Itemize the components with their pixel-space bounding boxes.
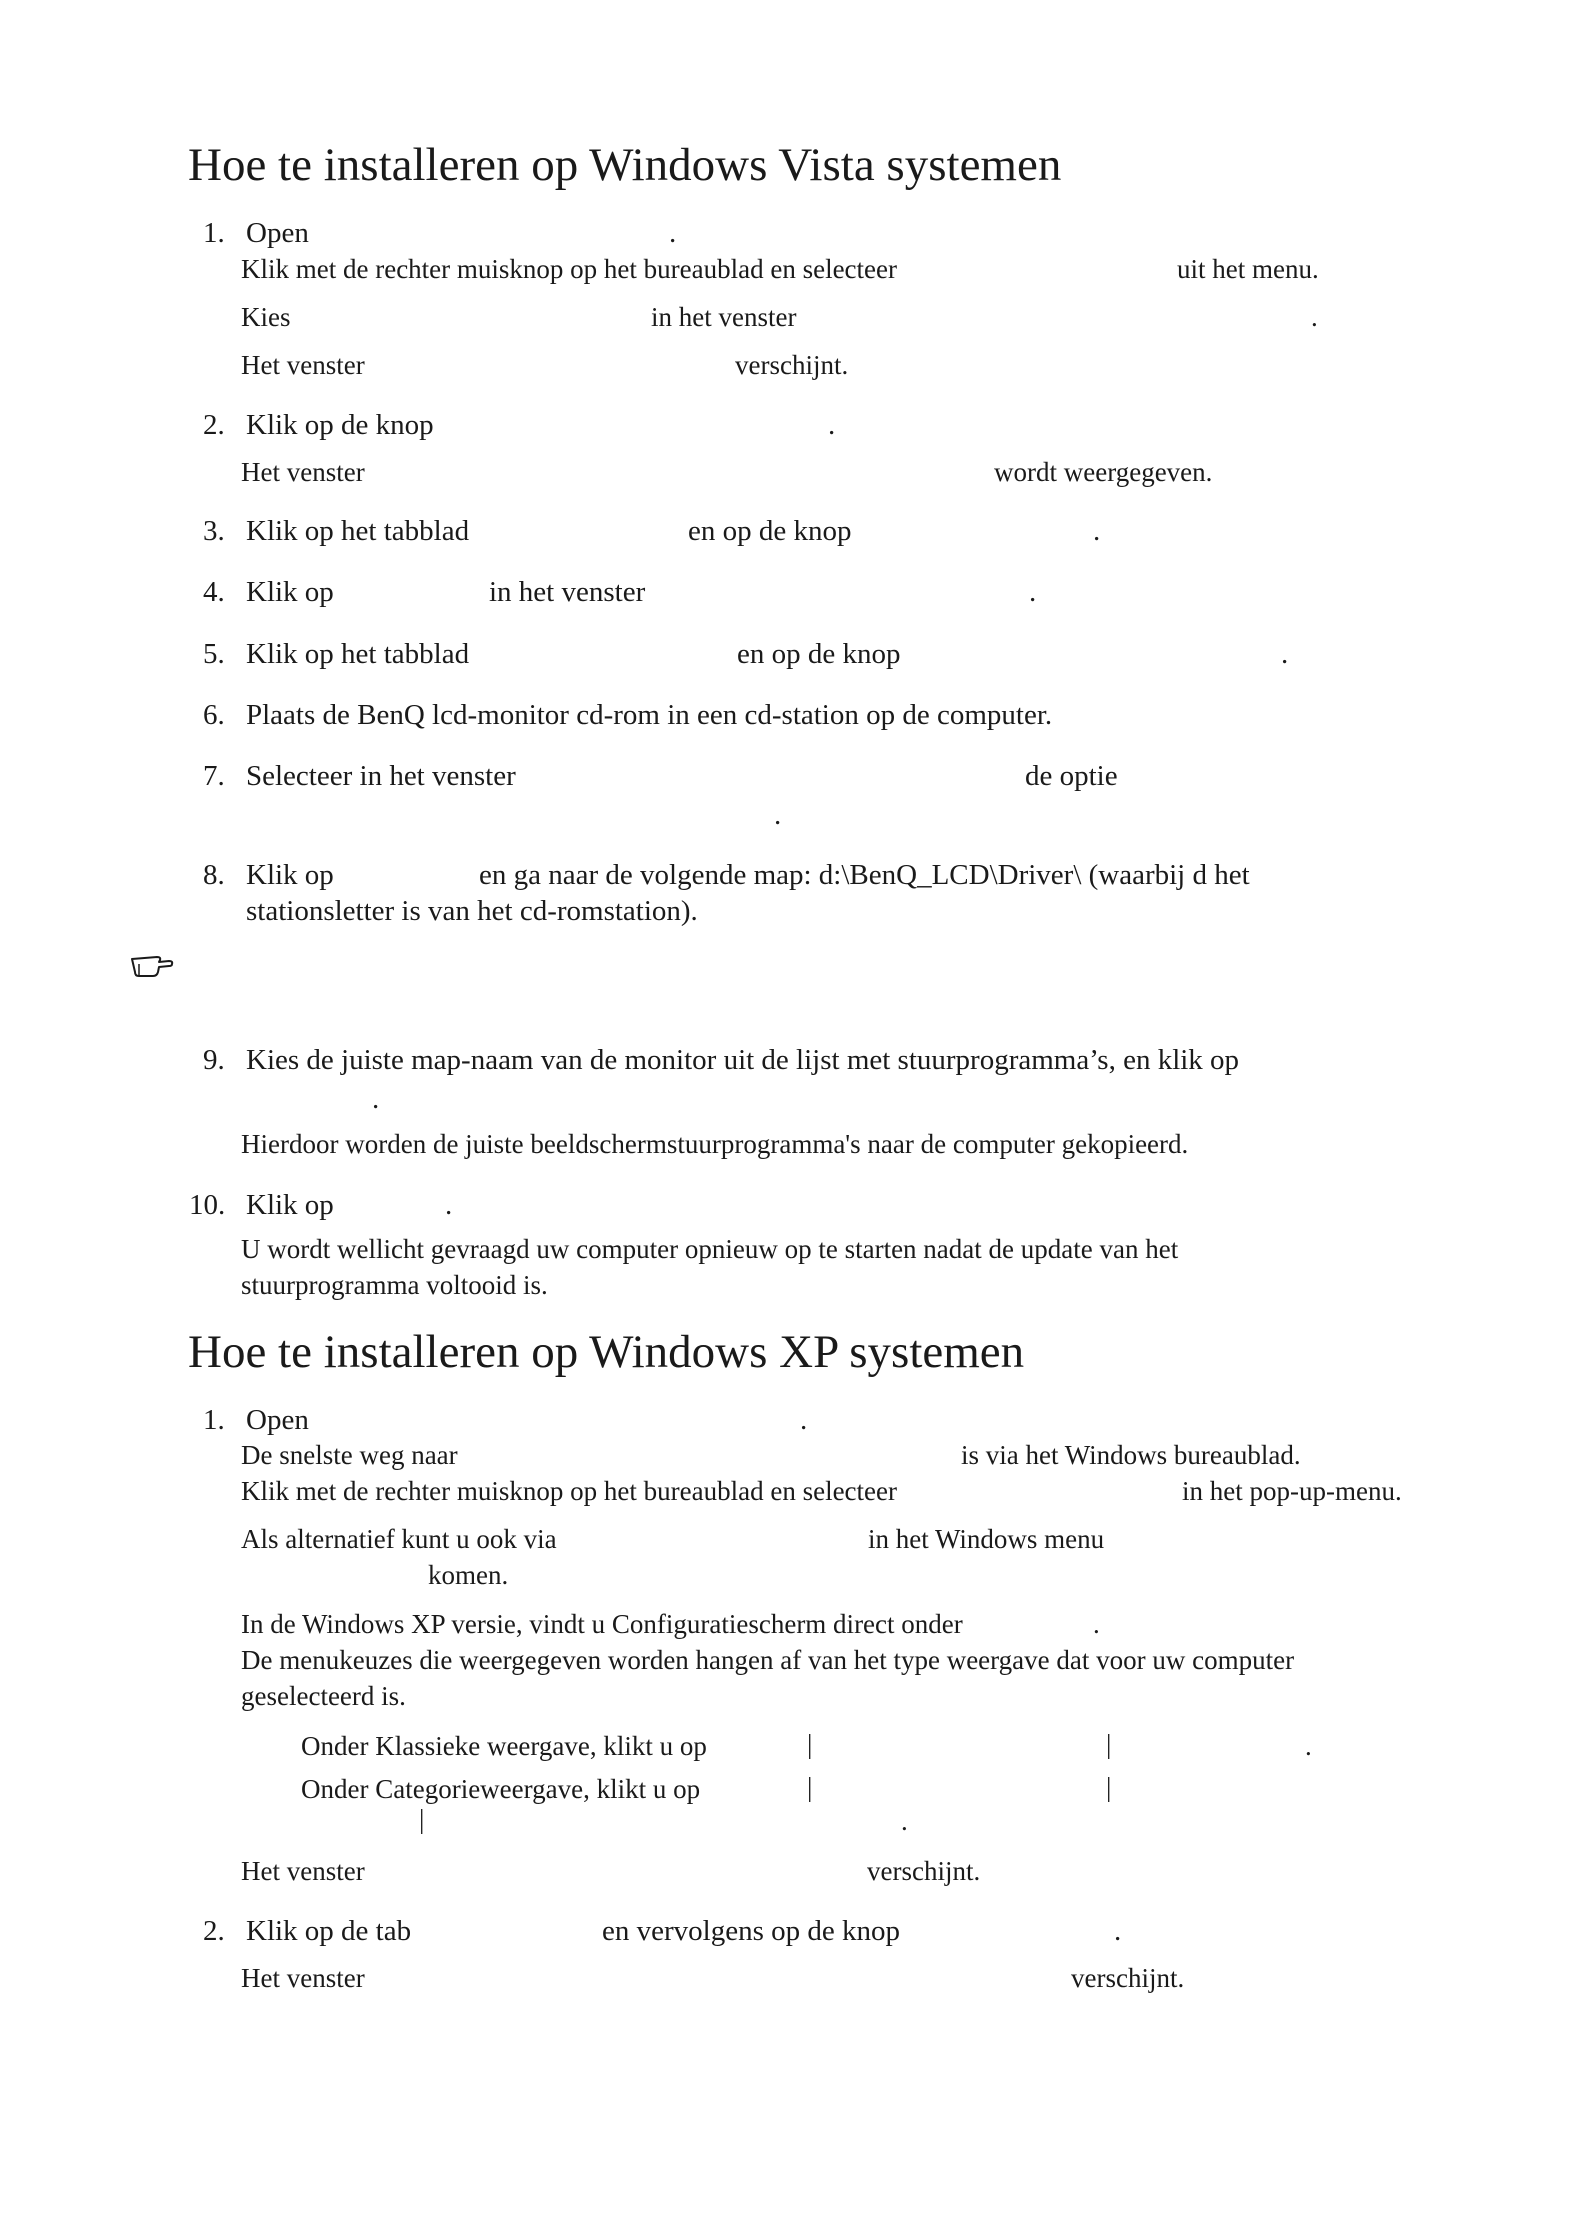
vista-step8-line2: stationsletter is van het cd-romstation). — [246, 895, 698, 927]
xp-step1-line4: komen. — [428, 1560, 509, 1590]
xp-sub-classic-separator-1: | — [807, 1729, 813, 1759]
vista-step10-period: . — [445, 1189, 453, 1221]
vista-step5-mid: en op de knop — [737, 638, 901, 670]
vista-step8-number: 8. — [203, 859, 225, 891]
xp-step1-line1-end: is via het Windows bureaublad. — [961, 1440, 1301, 1470]
xp-heading: Hoe te installeren op Windows XP systemen — [188, 1326, 1025, 1378]
vista-step2-line1: Het venster — [241, 457, 365, 487]
xp-sub-category-separator-3: | — [419, 1804, 425, 1834]
vista-step1-line2-end: . — [1311, 302, 1318, 332]
xp-step2-line1: Het venster — [241, 1963, 365, 1993]
vista-step10-line2: stuurprogramma voltooid is. — [241, 1270, 548, 1300]
vista-step1-text: Open — [246, 217, 309, 249]
vista-step6-number: 6. — [203, 699, 225, 731]
vista-step5-text: Klik op het tabblad — [246, 638, 470, 670]
xp-sub-category-separator-1: | — [807, 1772, 813, 1802]
vista-step10-text: Klik op — [246, 1189, 334, 1221]
vista-heading: Hoe te installeren op Windows Vista systemen — [188, 139, 1062, 191]
vista-step7-mid: de optie — [1025, 760, 1118, 792]
xp-step1-line2: Klik met de rechter muisknop op het bureaublad en selecteer — [241, 1476, 898, 1506]
vista-step4-number: 4. — [203, 576, 225, 608]
xp-sub-category-period: . — [901, 1806, 908, 1836]
vista-step9-line1: Hierdoor worden de juiste beeldschermstuurprogramma's naar de computer gekopieerd. — [241, 1129, 1189, 1159]
xp-step1-line5-end: . — [1093, 1609, 1100, 1639]
vista-step10-number: 10. — [189, 1189, 226, 1221]
vista-step3-number: 3. — [203, 515, 225, 547]
vista-step9-number: 9. — [203, 1044, 225, 1076]
xp-step2-mid: en vervolgens op de knop — [602, 1915, 900, 1947]
xp-step1-number: 1. — [203, 1404, 225, 1436]
xp-step2-period: . — [1114, 1915, 1122, 1947]
xp-step1-line2-end: in het pop-up-menu. — [1182, 1476, 1402, 1506]
vista-step1-line3-end: verschijnt. — [735, 350, 849, 380]
vista-step4-mid: in het venster — [489, 576, 646, 608]
vista-step5-period: . — [1281, 638, 1289, 670]
vista-step8-mid: en ga naar de volgende map: d:\BenQ_LCD\Driver\ (waarbij d het — [479, 859, 1250, 891]
vista-step1-line1: Klik met de rechter muisknop op het bureaublad en selecteer — [241, 254, 898, 284]
vista-step10-line1: U wordt wellicht gevraagd uw computer opnieuw op te starten nadat de update van het — [241, 1234, 1179, 1264]
xp-step1-line8-end: verschijnt. — [867, 1856, 981, 1886]
vista-step7-period: . — [774, 799, 782, 831]
xp-step1-line8: Het venster — [241, 1856, 365, 1886]
vista-step1-line2: Kies — [241, 302, 291, 332]
vista-step1-line3: Het venster — [241, 350, 365, 380]
vista-step1-line2-mid: in het venster — [651, 302, 797, 332]
vista-step3-period: . — [1093, 515, 1101, 547]
vista-step1-period: . — [669, 217, 677, 249]
xp-step1-period: . — [800, 1404, 808, 1436]
vista-step2-number: 2. — [203, 409, 225, 441]
vista-step1-line1-end: uit het menu. — [1177, 254, 1319, 284]
vista-step7-number: 7. — [203, 760, 225, 792]
xp-step1-line1: De snelste weg naar — [241, 1440, 458, 1470]
vista-step9-text: Kies de juiste map-naam van de monitor uit de lijst met stuurprogramma’s, en klik op — [246, 1044, 1240, 1076]
xp-sub-category-separator-2: | — [1106, 1772, 1112, 1802]
vista-step3-mid: en op de knop — [688, 515, 852, 547]
vista-step2-period: . — [828, 409, 836, 441]
vista-step1-number: 1. — [203, 217, 225, 249]
vista-step7-text: Selecteer in het venster — [246, 760, 516, 792]
xp-step1-line3: Als alternatief kunt u ook via — [241, 1524, 557, 1554]
xp-step1-line3-end: in het Windows menu — [868, 1524, 1105, 1554]
xp-step2-line1-end: verschijnt. — [1071, 1963, 1185, 1993]
xp-step1-text: Open — [246, 1404, 309, 1436]
vista-step5-number: 5. — [203, 638, 225, 670]
xp-step2-text: Klik op de tab — [246, 1915, 412, 1947]
xp-step1-line6: De menukeuzes die weergegeven worden hangen af van het type weergave dat voor uw computer — [241, 1645, 1295, 1675]
vista-step4-period: . — [1029, 576, 1037, 608]
xp-sub-category: Onder Categorieweergave, klikt u op — [301, 1774, 701, 1804]
xp-step2-number: 2. — [203, 1915, 225, 1947]
vista-step8-text: Klik op — [246, 859, 334, 891]
xp-sub-classic-separator-2: | — [1106, 1729, 1112, 1759]
xp-sub-classic-period: . — [1305, 1731, 1312, 1761]
xp-step1-line7: geselecteerd is. — [241, 1681, 406, 1711]
xp-step1-line5: In de Windows XP versie, vindt u Configuratiescherm direct onder — [241, 1609, 963, 1639]
vista-step2-line1-end: wordt weergegeven. — [994, 457, 1213, 487]
vista-step2-text: Klik op de knop — [246, 409, 434, 441]
vista-step4-text: Klik op — [246, 576, 334, 608]
vista-step6-text: Plaats de BenQ lcd-monitor cd-rom in een cd-station op de computer. — [246, 699, 1053, 731]
xp-sub-classic: Onder Klassieke weergave, klikt u op — [301, 1731, 707, 1761]
pointing-hand-note-icon — [130, 950, 174, 980]
vista-step3-text: Klik op het tabblad — [246, 515, 470, 547]
vista-step9-period: . — [372, 1083, 380, 1115]
